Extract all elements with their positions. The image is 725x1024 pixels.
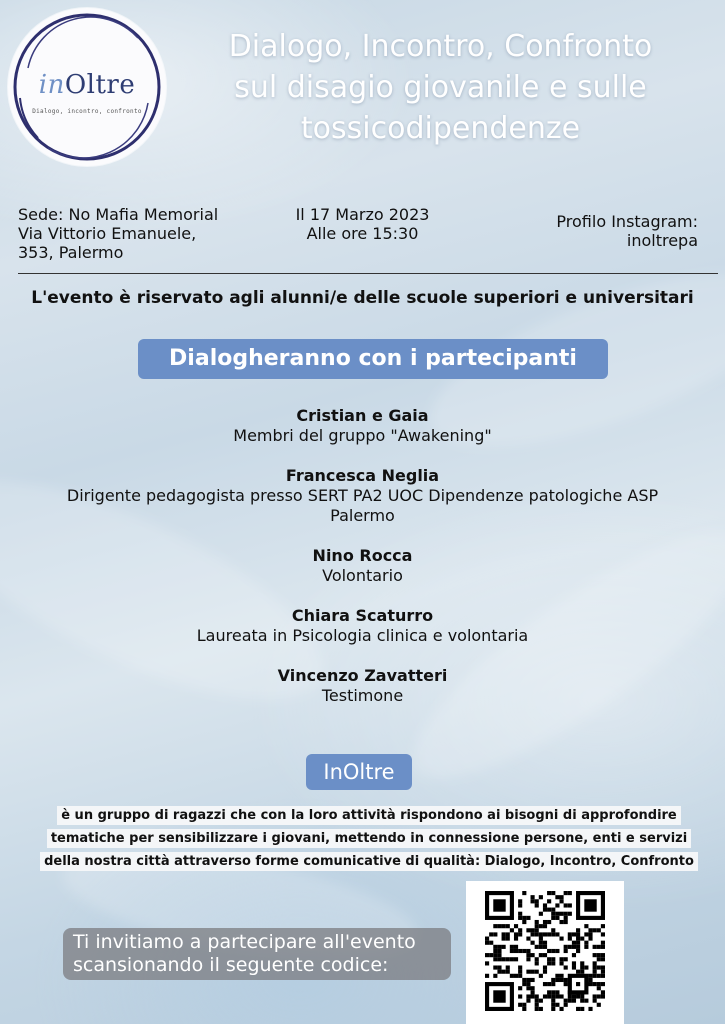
participant-name: Cristian e Gaia — [296, 406, 429, 425]
instagram-info — [520, 212, 698, 250]
invite-box — [63, 928, 451, 980]
instagram-handle: inoltrepa — [626, 231, 698, 250]
participant-name: Nino Rocca — [312, 546, 413, 565]
divider — [18, 273, 718, 274]
event-date: Il 17 Marzo 2023 — [295, 205, 430, 224]
participant-role: Laureata in Psicologia clinica e volontaria — [196, 626, 529, 645]
participant-name: Chiara Scaturro — [291, 606, 434, 625]
participant — [0, 466, 725, 526]
venue-info — [18, 205, 248, 262]
about-line: tematiche per sensibilizzare i giovani, mettendo in connessione persone, enti e servizi — [47, 829, 691, 848]
about-line: è un gruppo di ragazzi che con la loro attività rispondono ai bisogni di approfondire — [57, 806, 681, 825]
logo — [8, 8, 166, 166]
instagram-label: Profilo Instagram: — [556, 212, 698, 231]
event-title — [168, 26, 713, 149]
participant-name: Vincenzo Zavatteri — [277, 666, 448, 685]
qr-code-icon — [485, 891, 605, 1011]
audience-note: L'evento è riservato agli alunni/e delle scuole superiori e universitari — [31, 288, 694, 308]
logo-wordmark: inOltre — [38, 70, 136, 100]
logo-tagline: Dialogo, incontro, confronto — [32, 108, 142, 115]
participant-role: Palermo — [330, 506, 395, 525]
venue-line: 353, Palermo — [18, 243, 124, 262]
title-line: sul disagio giovanile e sulle — [234, 70, 647, 105]
participant — [0, 666, 725, 706]
about-text — [34, 804, 704, 873]
participant-role: Dirigente pedagogista presso SERT PA2 UOC Dipendenze patologiche ASP — [66, 486, 659, 505]
participant — [0, 606, 725, 646]
title-line: tossicodipendenze — [300, 111, 581, 146]
participant-role: Testimone — [321, 686, 404, 705]
brand-label: InOltre — [306, 754, 412, 790]
qr-code[interactable] — [466, 881, 624, 1024]
about-line: della nostra città attraverso forme comunicative di qualità: Dialogo, Incontro, Confronto — [40, 852, 698, 871]
title-line: Dialogo, Incontro, Confronto — [228, 29, 653, 64]
participant-role: Volontario — [322, 566, 403, 585]
participant — [0, 546, 725, 586]
venue-line: Via Vittorio Emanuele, — [18, 224, 197, 243]
section-title: Dialogheranno con i partecipanti — [138, 339, 608, 379]
venue-line: Sede: No Mafia Memorial — [18, 205, 219, 224]
participants-list — [0, 406, 725, 726]
invite-line: scansionando il seguente codice: — [73, 954, 389, 976]
invite-line: Ti invitiamo a partecipare all'evento — [73, 931, 416, 953]
date-time-info — [270, 205, 455, 243]
participant-role: Membri del gruppo "Awakening" — [233, 426, 492, 445]
participant-name: Francesca Neglia — [285, 466, 440, 485]
participant — [0, 406, 725, 446]
event-time: Alle ore 15:30 — [306, 224, 419, 243]
